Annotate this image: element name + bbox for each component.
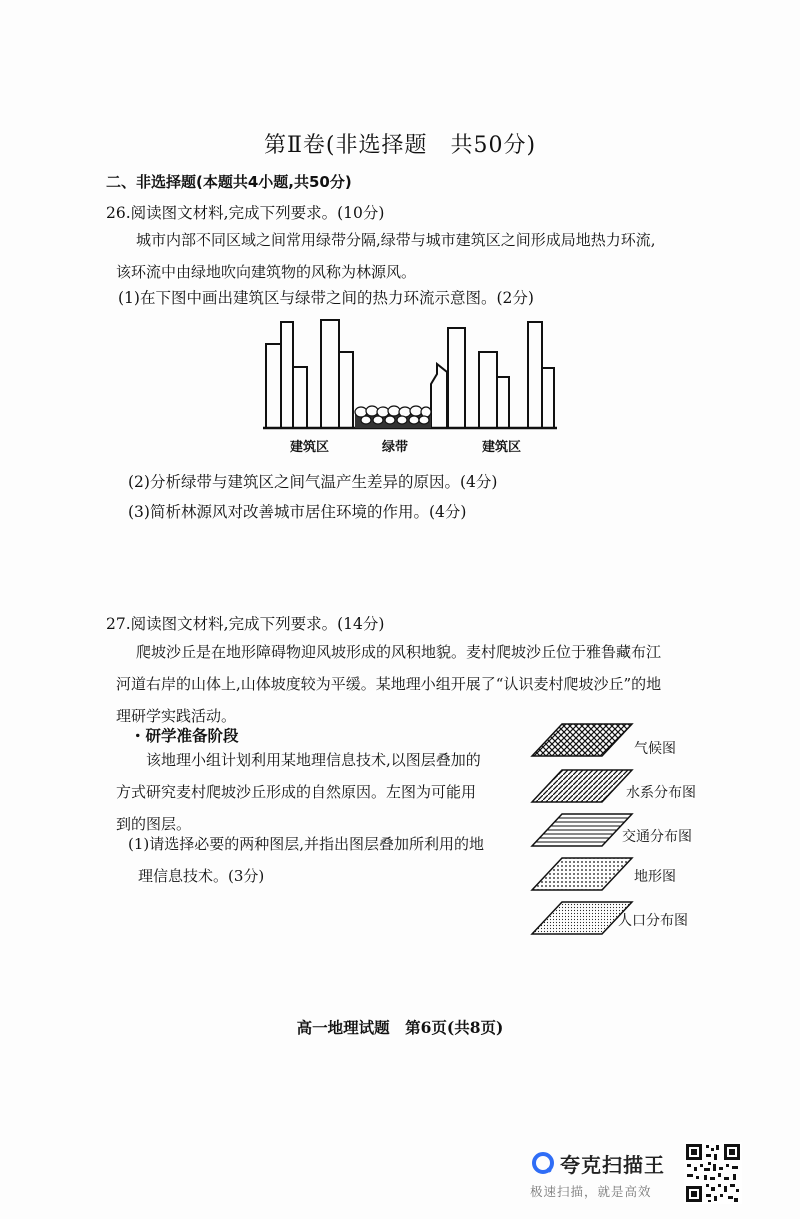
q26-sub1: (1)在下图中画出建筑区与绿带之间的热力环流示意图。(2分) [118, 289, 534, 307]
brand-name: 夸克扫描王 [560, 1153, 665, 1177]
scanner-watermark [530, 1146, 680, 1206]
layer-label-traffic: 交通分布图 [622, 829, 692, 845]
building-right-2 [448, 328, 465, 428]
layer-climate-map [532, 724, 632, 756]
q27-stage-heading: ・研学准备阶段 [130, 727, 239, 745]
q27-sub1-line2: 理信息技术。(3分) [138, 867, 265, 885]
label-building-zone-right: 建筑区 [482, 440, 522, 455]
label-green-belt: 绿带 [382, 440, 409, 455]
building-right-3 [479, 352, 497, 428]
layer-terrain-map [532, 858, 632, 890]
building-left-5 [339, 352, 353, 428]
q27-stage-line1: 该地理小组计划利用某地理信息技术,以图层叠加的 [146, 751, 481, 769]
q27-sub1 [128, 828, 528, 892]
layer-label-population: 人口分布图 [618, 913, 688, 929]
q27-stage-line2: 方式研究麦村爬坡沙丘形成的自然原因。左图为可能用 [116, 783, 477, 801]
q27-stem: 27.阅读图文材料,完成下列要求。(14分) [106, 615, 385, 633]
page-footer: 高一地理试题 第6页(共8页) [296, 1018, 504, 1037]
q27-material-line2: 河道右岸的山体上,山体坡度较为平缓。某地理小组开展了“认识麦村爬坡沙丘”的地 [116, 675, 662, 693]
layer-label-terrain: 地形图 [634, 869, 676, 885]
building-left-2 [281, 322, 293, 428]
q27-stage-text [116, 744, 516, 840]
building-right-1 [431, 364, 447, 428]
layer-label-climate: 气候图 [634, 741, 676, 757]
q26-sub3: (3)简析林源风对改善城市居住环境的作用。(4分) [128, 503, 467, 521]
page-title: 第Ⅱ卷(非选择题 共50分) [263, 133, 537, 158]
q26-material [106, 224, 696, 288]
label-building-zone-left: 建筑区 [290, 440, 330, 455]
q26-material-line2: 该环流中由绿地吹向建筑物的风称为林源风。 [116, 263, 417, 281]
layer-label-water: 水系分布图 [626, 785, 696, 801]
brand-slogan: 极速扫描，就是高效 [530, 1184, 652, 1199]
q26-sub2: (2)分析绿带与建筑区之间气温产生差异的原因。(4分) [128, 473, 498, 491]
building-left-3 [293, 367, 307, 428]
building-right-5 [528, 322, 542, 428]
layer-population-map [532, 902, 632, 934]
building-left-1 [266, 344, 281, 428]
building-right-6 [542, 368, 554, 428]
q27-sub1-line1: (1)请选择必要的两种图层,并指出图层叠加所利用的地 [128, 835, 485, 853]
q27-material-line3: 理研学实践活动。 [116, 707, 237, 725]
section-heading: 二、非选择题(本题共4小题,共50分) [106, 173, 352, 191]
building-left-4 [321, 320, 339, 428]
qr-code [684, 1142, 742, 1204]
q27-stage-line3: 到的图层。 [116, 815, 192, 833]
q27-material-line1: 爬坡沙丘是在地形障碍物迎风坡形成的风积地貌。麦村爬坡沙丘位于雅鲁藏布江 [136, 643, 662, 661]
building-right-4 [497, 377, 509, 428]
layer-water-map [532, 770, 632, 802]
q27-material [106, 636, 706, 732]
q26-stem: 26.阅读图文材料,完成下列要求。(10分) [106, 204, 385, 222]
layer-traffic-map [532, 814, 632, 846]
green-belt-trees [355, 406, 431, 428]
q26-material-line1: 城市内部不同区域之间常用绿带分隔,绿带与城市建筑区之间形成局地热力环流, [136, 231, 656, 249]
brand-logo-icon [532, 1152, 554, 1174]
